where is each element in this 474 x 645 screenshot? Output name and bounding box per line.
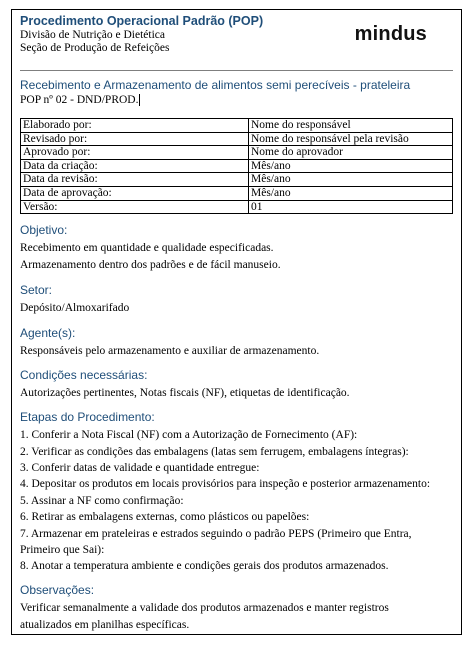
info-label: Data de aprovação:	[21, 186, 249, 200]
info-value: Nome do aprovador	[249, 146, 453, 160]
mindus-logo: mindus	[354, 23, 427, 45]
section-observacoes	[20, 583, 453, 634]
info-row	[21, 173, 453, 187]
etapas-list	[20, 427, 453, 575]
etapa-step: 5. Assinar a NF como confirmação:	[20, 494, 184, 507]
objetivo-heading: Objetivo:	[20, 223, 68, 238]
info-row	[21, 186, 453, 200]
info-row	[21, 200, 453, 214]
info-label: Elaborado por:	[21, 119, 249, 133]
etapas-heading: Etapas do Procedimento:	[20, 410, 155, 425]
document-header	[20, 14, 453, 64]
condicoes-heading: Condições necessárias:	[20, 368, 148, 383]
info-value: Mês/ano	[249, 159, 453, 173]
section-agentes	[20, 326, 453, 360]
info-row	[21, 159, 453, 173]
info-row	[21, 146, 453, 160]
info-label: Versão:	[21, 200, 249, 214]
objetivo-line: Recebimento em quantidade e qualidade especificadas.	[20, 242, 274, 255]
info-row	[21, 119, 453, 133]
section-etapas	[20, 410, 453, 575]
etapa-step: 7. Armazenar em prateleiras e estrados seguindo o padrão PEPS (Primeiro que Entra,	[20, 527, 412, 540]
info-value: Nome do responsável pela revisão	[249, 132, 453, 146]
etapa-step: 6. Retirar as embalagens externas, como plásticos ou papelões:	[20, 511, 310, 524]
observacoes-heading: Observações:	[20, 582, 95, 597]
info-label: Data da criação:	[21, 159, 249, 173]
section-setor	[20, 283, 453, 317]
info-label: Aprovado por:	[21, 146, 249, 160]
setor-heading: Setor:	[20, 283, 53, 298]
info-label: Revisado por:	[21, 132, 249, 146]
info-value: 01	[249, 200, 453, 214]
info-value: Mês/ano	[249, 173, 453, 187]
section-objetivo	[20, 223, 453, 274]
agentes-text: Responsáveis pelo armazenamento e auxiliar de armazenamento.	[20, 345, 320, 358]
etapa-step: 3. Conferir datas de validade e quantidade entregue:	[20, 461, 260, 474]
section-name: Seção de Produção de Refeições	[20, 42, 170, 54]
etapa-step: 8. Anotar a temperatura ambiente e condições gerais dos produtos armazenados.	[20, 560, 389, 573]
pop-document	[11, 9, 462, 635]
procedure-title: Recebimento e Armazenamento de alimentos semi perecíveis - prateleira	[20, 78, 411, 92]
header-divider	[20, 70, 453, 71]
agentes-heading: Agente(s):	[20, 326, 76, 341]
etapa-step: Primeiro que Sai):	[20, 544, 105, 556]
info-value: Nome do responsável	[249, 119, 453, 133]
setor-text: Depósito/Almoxarifado	[20, 302, 130, 315]
pop-number-text: POP nº 02 - DND/PROD.	[20, 94, 139, 106]
observacoes-line: Verificar semanalmente a validade dos produtos armazenados e manter registros	[20, 601, 389, 614]
division-name: Divisão de Nutrição e Dietética	[20, 29, 165, 41]
condicoes-text: Autorizações pertinentes, Notas fiscais (NF), etiquetas de identificação.	[20, 387, 350, 400]
info-table	[20, 118, 453, 214]
etapa-step: 1. Conferir a Nota Fiscal (NF) com a Autorização de Fornecimento (AF):	[20, 429, 358, 442]
info-row	[21, 132, 453, 146]
pop-number[interactable]	[20, 93, 453, 107]
section-condicoes	[20, 368, 453, 402]
document-title: Procedimento Operacional Padrão (POP)	[20, 14, 264, 28]
etapa-step: 2. Verificar as condições das embalagens (latas sem ferrugem, embalagens íntegras):	[20, 445, 409, 458]
info-label: Data da revisão:	[21, 173, 249, 187]
objetivo-line: Armazenamento dentro dos padrões e de fácil manuseio.	[20, 259, 281, 272]
etapa-step: 4. Depositar os produtos em locais provisórios para inspeção e posterior armazenamento:	[20, 478, 431, 491]
observacoes-line: atualizados em planilhas específicas.	[20, 618, 190, 631]
info-value: Mês/ano	[249, 186, 453, 200]
